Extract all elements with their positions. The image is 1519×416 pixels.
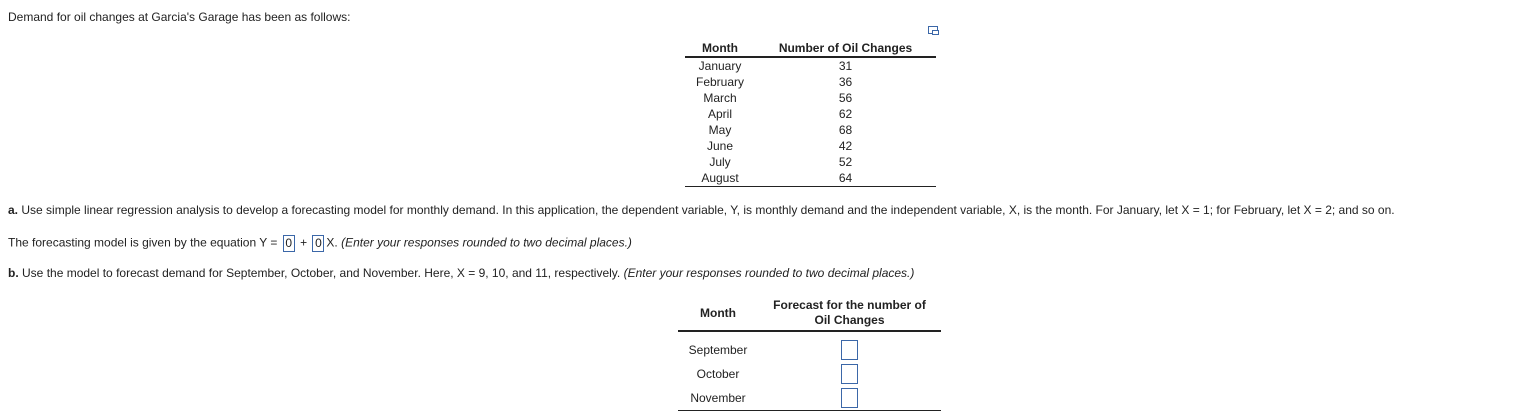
copy-table-icon[interactable] <box>928 26 939 35</box>
equation-line <box>8 235 632 252</box>
table-row <box>685 90 936 106</box>
month-cell: January <box>698 59 742 73</box>
table-row <box>685 106 936 122</box>
forecast-month: September <box>688 343 748 357</box>
forecast-input-september[interactable] <box>841 340 858 360</box>
forecast-input-october[interactable] <box>841 364 858 384</box>
value-cell: 52 <box>838 155 853 169</box>
month-cell: May <box>708 123 732 137</box>
question-b-label: b. <box>8 266 19 280</box>
month-cell: March <box>703 91 737 105</box>
demand-table <box>685 40 936 187</box>
equation-plus: + <box>296 235 311 250</box>
value-cell: 42 <box>838 139 853 153</box>
value-cell: 64 <box>755 170 936 187</box>
intro-text: Demand for oil changes at Garcia's Garage has been as follows: <box>8 10 351 24</box>
month-cell: April <box>707 107 732 121</box>
table-row <box>685 74 936 90</box>
question-a <box>8 203 1395 217</box>
equation-prefix: The forecasting model is given by the equation Y = <box>8 235 281 250</box>
question-b-text: Use the model to forecast demand for September, October, and November. Here, X = 9, 10, and 11, respectively. <box>22 266 621 280</box>
question-a-text: Use simple linear regression analysis to develop a forecasting model for monthly demand. In this application, the dependent variable, Y, is monthly demand and the independent variable, X, is the month. For January, let X = 1; for February, let X = 2; and so on. <box>21 203 1395 217</box>
value-cell: 31 <box>838 59 853 73</box>
forecast-header-month: Month <box>678 296 758 331</box>
table-row <box>685 57 936 74</box>
forecast-header-line1: Forecast for the number of <box>773 298 926 312</box>
forecast-header-line2: Oil Changes <box>814 313 885 327</box>
question-b-hint: (Enter your responses rounded to two decimal places.) <box>623 266 915 280</box>
forecast-row-september <box>678 331 941 362</box>
forecast-row-november <box>678 386 941 411</box>
equation-hint: (Enter your responses rounded to two decimal places.) <box>341 235 632 250</box>
table-row <box>685 122 936 138</box>
intercept-input[interactable]: 0 <box>283 235 295 252</box>
forecast-table-header <box>678 296 941 331</box>
table-row <box>685 138 936 154</box>
forecast-row-october <box>678 362 941 386</box>
table-row <box>685 154 936 170</box>
header-oil-changes: Number of Oil Changes <box>755 40 936 57</box>
equation-suffix: X. <box>326 235 338 250</box>
value-cell: 62 <box>838 107 853 121</box>
month-cell: August <box>685 170 755 187</box>
forecast-month: November <box>678 386 758 411</box>
question-a-label: a. <box>8 203 19 217</box>
month-cell: July <box>709 155 731 169</box>
month-cell: June <box>706 139 734 153</box>
value-cell: 36 <box>838 75 853 89</box>
table-row <box>685 170 936 187</box>
question-b <box>8 266 914 280</box>
forecast-header-value <box>758 296 941 331</box>
slope-input[interactable]: 0 <box>312 235 324 252</box>
month-cell: February <box>695 75 745 89</box>
forecast-input-november[interactable] <box>841 388 858 408</box>
value-cell: 68 <box>838 123 853 137</box>
forecast-table <box>678 296 941 411</box>
header-month: Month <box>685 40 755 57</box>
demand-table-header <box>685 40 936 57</box>
forecast-month: October <box>696 367 740 381</box>
value-cell: 56 <box>838 91 853 105</box>
